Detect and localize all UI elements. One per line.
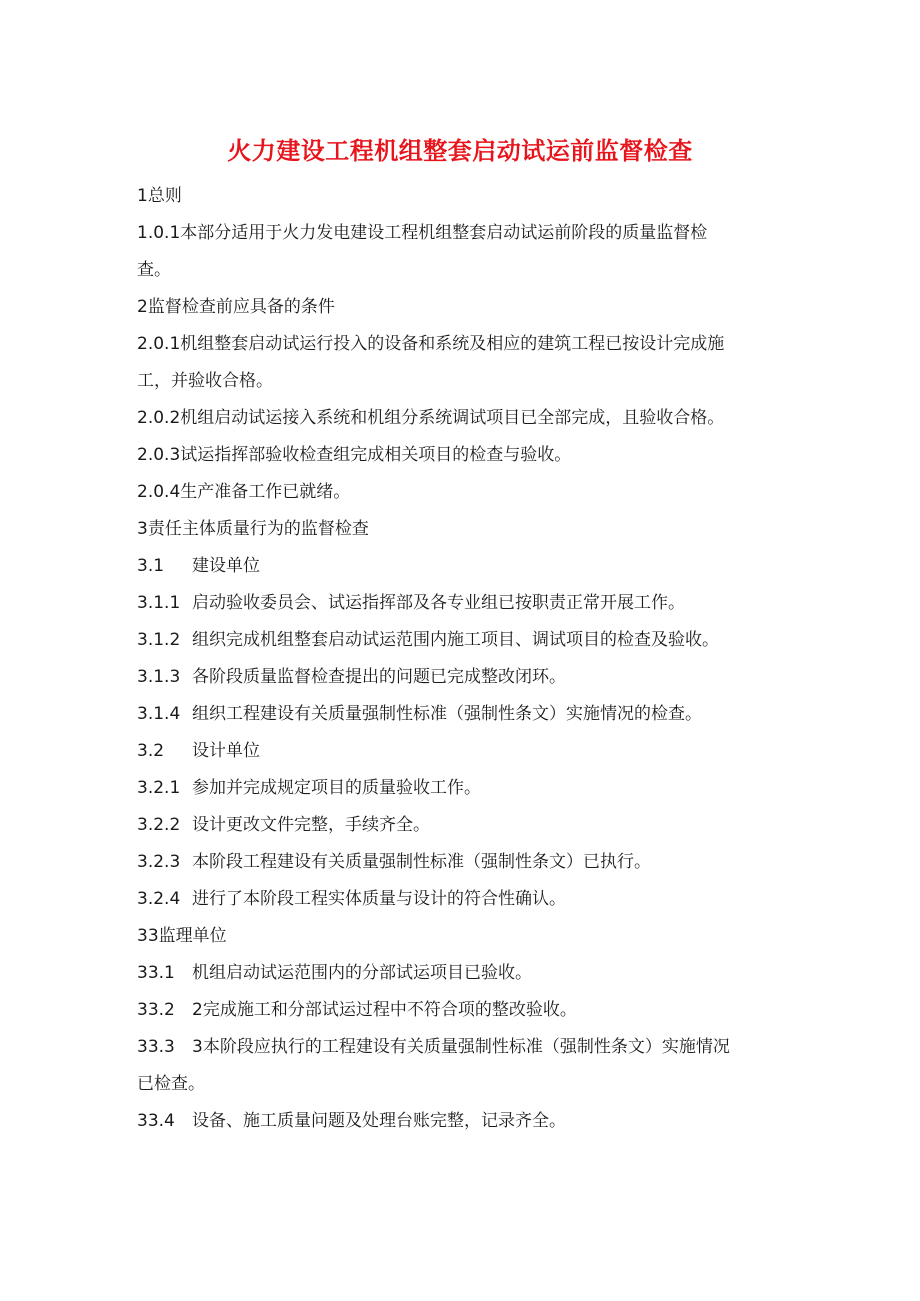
clause-number: 2 <box>137 297 148 317</box>
clause-number: 33.2 <box>137 1000 175 1020</box>
clause-text: 机组整套启动试运行投入的设备和系统及相应的建筑工程已按设计完成施 <box>180 334 725 354</box>
clause-number: 3.2.4 <box>137 889 181 909</box>
clause-text: 2完成施工和分部试运过程中不符合项的整改验收。 <box>192 1000 577 1020</box>
paragraph-line <box>137 696 797 733</box>
paragraph-line <box>137 770 797 807</box>
clause-text: 设备、施工质量问题及处理台账完整，记录齐全。 <box>192 1111 566 1131</box>
clause-number: 1 <box>137 186 148 206</box>
paragraph-line <box>137 400 797 437</box>
clause-text: 设计更改文件完整，手续齐全。 <box>192 815 430 835</box>
clause-number: 3.2 <box>137 741 165 761</box>
paragraph-line <box>137 1066 797 1103</box>
paragraph-line <box>137 178 797 215</box>
clause-text: 本阶段工程建设有关质量强制性标准（强制性条文）已执行。 <box>192 852 651 872</box>
clause-text: 总则 <box>147 186 182 206</box>
clause-number: 2.0.2 <box>137 408 181 428</box>
clause-text: 生产准备工作已就绪。 <box>180 482 351 502</box>
paragraph-line <box>137 326 797 363</box>
clause-text: 建设单位 <box>192 556 260 576</box>
clause-number: 33.1 <box>137 963 175 983</box>
clause-number: 33.3 <box>137 1037 175 1057</box>
clause-text: 各阶段质量监督检查提出的问题已完成整改闭环。 <box>192 667 566 687</box>
clause-text: 启动验收委员会、试运指挥部及各专业组已按职责正常开展工作。 <box>192 593 685 613</box>
document-title: 火力建设工程机组整套启动试运前监督检查 <box>227 137 693 165</box>
clause-number: 2.0.3 <box>137 445 181 465</box>
clause-number: 2.0.4 <box>137 482 181 502</box>
clause-text: 监督检查前应具备的条件 <box>147 297 335 317</box>
paragraph-line <box>137 1103 797 1140</box>
paragraph-line <box>137 955 797 992</box>
paragraph-line <box>137 511 797 548</box>
paragraph-line <box>137 585 797 622</box>
paragraph-line <box>137 807 797 844</box>
clause-text: 组织完成机组整套启动试运范围内施工项目、调试项目的检查及验收。 <box>192 630 719 650</box>
paragraph-line <box>137 622 797 659</box>
clause-text: 参加并完成规定项目的质量验收工作。 <box>192 778 481 798</box>
clause-number: 3.1.2 <box>137 630 181 650</box>
clause-number: 33.4 <box>137 1111 175 1131</box>
document-body <box>137 178 797 1140</box>
paragraph-line <box>137 918 797 955</box>
paragraph-line <box>137 363 797 400</box>
clause-text: 试运指挥部验收检查组完成相关项目的检查与验收。 <box>180 445 572 465</box>
paragraph-line <box>137 844 797 881</box>
clause-number: 3.2.3 <box>137 852 181 872</box>
paragraph-line <box>137 733 797 770</box>
clause-text: 责任主体质量行为的监督检查 <box>147 519 369 539</box>
clause-number: 3.2.2 <box>137 815 181 835</box>
clause-number: 3.1 <box>137 556 165 576</box>
clause-number: 2.0.1 <box>137 334 181 354</box>
paragraph-line <box>137 548 797 585</box>
paragraph-line <box>137 252 797 289</box>
paragraph-line <box>137 215 797 252</box>
clause-text: 已检查。 <box>137 1074 205 1094</box>
paragraph-line <box>137 289 797 326</box>
clause-text: 机组启动试运范围内的分部试运项目已验收。 <box>192 963 532 983</box>
clause-number: 3 <box>137 519 148 539</box>
paragraph-line <box>137 1029 797 1066</box>
paragraph-line <box>137 437 797 474</box>
clause-number: 3.1.4 <box>137 704 181 724</box>
clause-text: 监理单位 <box>158 926 227 946</box>
clause-text: 工，并验收合格。 <box>137 371 273 391</box>
paragraph-line <box>137 474 797 511</box>
clause-number: 3.2.1 <box>137 778 181 798</box>
clause-text: 查。 <box>137 260 171 280</box>
clause-number: 3.1.3 <box>137 667 181 687</box>
paragraph-line <box>137 992 797 1029</box>
clause-number: 1.0.1 <box>137 223 181 243</box>
clause-text: 进行了本阶段工程实体质量与设计的符合性确认。 <box>192 889 566 909</box>
clause-text: 3本阶段应执行的工程建设有关质量强制性标准（强制性条文）实施情况 <box>192 1037 730 1057</box>
clause-text: 组织工程建设有关质量强制性标准（强制性条文）实施情况的检查。 <box>192 704 702 724</box>
clause-text: 设计单位 <box>192 741 260 761</box>
paragraph-line <box>137 881 797 918</box>
clause-text: 本部分适用于火力发电建设工程机组整套启动试运前阶段的质量监督检 <box>180 223 708 243</box>
paragraph-line <box>137 659 797 696</box>
clause-text: 机组启动试运接入系统和机组分系统调试项目已全部完成，且验收合格。 <box>180 408 725 428</box>
clause-number: 3.1.1 <box>137 593 181 613</box>
clause-number: 33 <box>137 926 159 946</box>
